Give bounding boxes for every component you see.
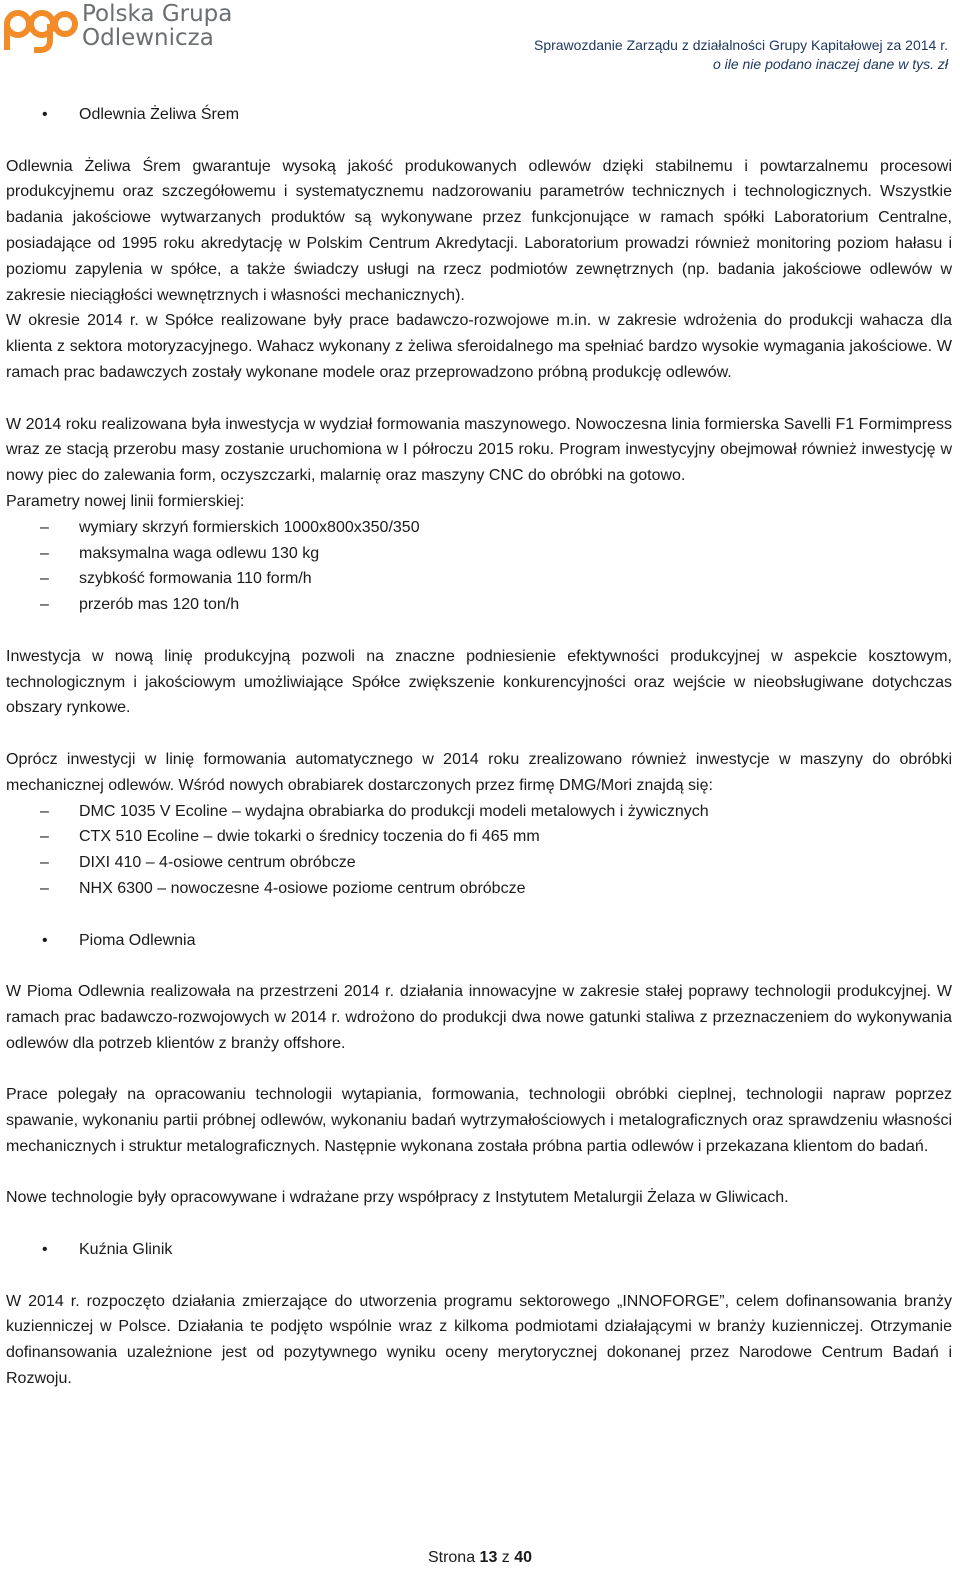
bullet-icon: •: [42, 931, 48, 949]
paragraph: W 2014 r. rozpoczęto działania zmierzające do utworzenia programu sektorowego „INNOFORGE”, celem dofinansowania branży kuzienniczej w Polsce. Działania te podjęto wspólnie wraz z kilkoma podmiotami działającymi w branży kuzienniczej. Otrzymanie dofinansowania uzależnione jest od pozytywnego wyniku oceny merytorycznej dokonanej przez Narodowe Centrum Badań i Rozwoju.: [6, 1292, 952, 1388]
dash-icon: –: [40, 570, 49, 588]
page-header: [0, 0, 960, 80]
bullet-icon: •: [42, 106, 48, 123]
list-label: Parametry nowej linii formierskiej:: [6, 492, 245, 510]
list-item: – DIXI 410 – 4-osiowe centrum obróbcze: [6, 850, 952, 876]
bullet-icon: •: [42, 1241, 48, 1259]
page-footer: [0, 1549, 960, 1567]
list-item: – DMC 1035 V Ecoline – wydajna obrabiarka do produkcji modeli metalowych i żywicznych: [6, 799, 952, 825]
paragraph: W okresie 2014 r. w Spółce realizowane były prace badawczo-rozwojowe m.in. w zakresie wdrożenia do produkcji wahacza dla klienta z sektora motoryzacyjnego. Wahacz wykonany z żeliwa sferoidalnego ma spełniać bardzo wysokie wymagania jakościowe. W ramach prac badawczych zostały wykonane modele oraz przeprowadzono próbną produkcję odlewów.: [6, 312, 952, 381]
dash-icon: –: [40, 802, 49, 820]
machines-list: [6, 799, 952, 902]
logo-line-1: Polska Grupa: [82, 1, 233, 27]
page-word: Strona: [427, 1549, 476, 1566]
list-item: – wymiary skrzyń formierskich 1000x800x350/350: [6, 515, 952, 541]
list-item: – przerób mas 120 ton/h: [6, 592, 952, 618]
logo-wordmark: [82, 2, 232, 50]
paragraph: Odlewnia Żeliwa Śrem gwarantuje wysoką jakość produkowanych odlewów dzięki stabilnemu i powtarzalnemu procesowi produkcyjnemu oraz szczegółowemu i systematycznemu nadzorowaniu parametrów technicznych i technologicznych. Wszystkie badania jakościowe wytwarzanych produktów są wykonywane przez funkcjonujące w ramach spółki Laboratorium Centralne, posiadające od 1995 roku akredytację w Polskim Centrum Akredytacji. Laboratorium prowadzi również monitoring poziom hałasu i poziomu zapylenia w spółce, a także świadczy usługi na rzecz podmiotów zewnętrznych (np. badania jakościowe odlewów w zakresie nieciągłości wewnętrznych i własności mechanicznych).: [6, 157, 952, 304]
paragraph: Oprócz inwestycji w linię formowania automatycznego w 2014 roku zrealizowano również inwestycje w maszyny do obróbki mechanicznej odlewów. Wśród nowych obrabiarek dostarczonych przez firmę DMG/Mori znajdą się:: [6, 750, 952, 794]
page-total: 40: [514, 1549, 533, 1566]
paragraph: W 2014 roku realizowana była inwestycja w wydział formowania maszynowego. Nowoczesna linia formierska Savelli F1 Formimpress wraz ze stacją przerobu masy zostanie uruchomiona w I półroczu 2015 roku. Program inwestycyjny obejmował również inwestycję w nowy piec do zalewania form, oczyszczarki, malarnię oraz maszyny CNC do obróbki na gotowo.: [6, 415, 952, 485]
list-item: – NHX 6300 – nowoczesne 4-osiowe poziome centrum obróbcze: [6, 876, 952, 902]
list-item: – maksymalna waga odlewu 130 kg: [6, 541, 952, 567]
report-title: Sprawozdanie Zarządu z działalności Grupy Kapitałowej za 2014 r.: [533, 37, 948, 53]
paragraph: Prace polegały na opracowaniu technologii wytapiania, formowania, technologii obróbki cieplnej, technologii napraw poprzez spawanie, wykonaniu partii próbnej odlewów, wykonaniu badań wytrzymałościowych i metalograficznych oraz sprawdzeniu własności mechanicznych i struktur metalograficznych. Następnie wykonana została próbna partia odlewów i przekazana klientom do badań.: [6, 1086, 952, 1155]
paragraph: Nowe technologie były opracowywane i wdrażane przy współpracy z Instytutem Metalurgii Żelaza w Gliwicach.: [6, 1189, 789, 1207]
dash-icon: –: [40, 596, 49, 614]
report-header-info: [534, 36, 948, 74]
section-heading-srem: • Odlewnia Żeliwa Śrem: [6, 102, 952, 128]
list-item: – szybkość formowania 110 form/h: [6, 566, 952, 592]
of-word: z: [501, 1549, 510, 1566]
section-heading-pioma: • Pioma Odlewnia: [6, 928, 952, 954]
params-list: [6, 515, 952, 618]
pgo-logo-mark-icon: [4, 2, 78, 54]
logo-line-2: Odlewnicza: [82, 25, 214, 51]
section-heading-glinik: • Kuźnia Glinik: [6, 1237, 952, 1263]
dash-icon: –: [40, 879, 49, 897]
dash-icon: –: [40, 854, 49, 872]
paragraph: Inwestycja w nową linię produkcyjną pozwoli na znaczne podniesienie efektywności produkcyjnej w aspekcie kosztowym, technologicznym i jakościowym umożliwiające Spółce zwiększenie konkurencyjności oraz wejście w nieobsługiwane dotychczas obszary rynkowe.: [6, 647, 952, 717]
dash-icon: –: [40, 828, 49, 846]
units-note: o ile nie podano inaczej dane w tys. zł: [712, 56, 948, 72]
page-content: [6, 102, 952, 1392]
company-logo: [4, 2, 234, 54]
dash-icon: –: [40, 518, 49, 536]
page-current: 13: [479, 1549, 498, 1566]
list-item: – CTX 510 Ecoline – dwie tokarki o średnicy toczenia do fi 465 mm: [6, 824, 952, 850]
dash-icon: –: [40, 544, 49, 562]
paragraph: W Pioma Odlewnia realizowała na przestrzeni 2014 r. działania innowacyjne w zakresie stałej poprawy technologii produkcyjnej. W ramach prac badawczo-rozwojowych w 2014 r. wdrożono do produkcji dwa nowe gatunki staliwa z przeznaczeniem do wykonywania odlewów dla potrzeb klientów z branży offshore.: [6, 983, 952, 1052]
